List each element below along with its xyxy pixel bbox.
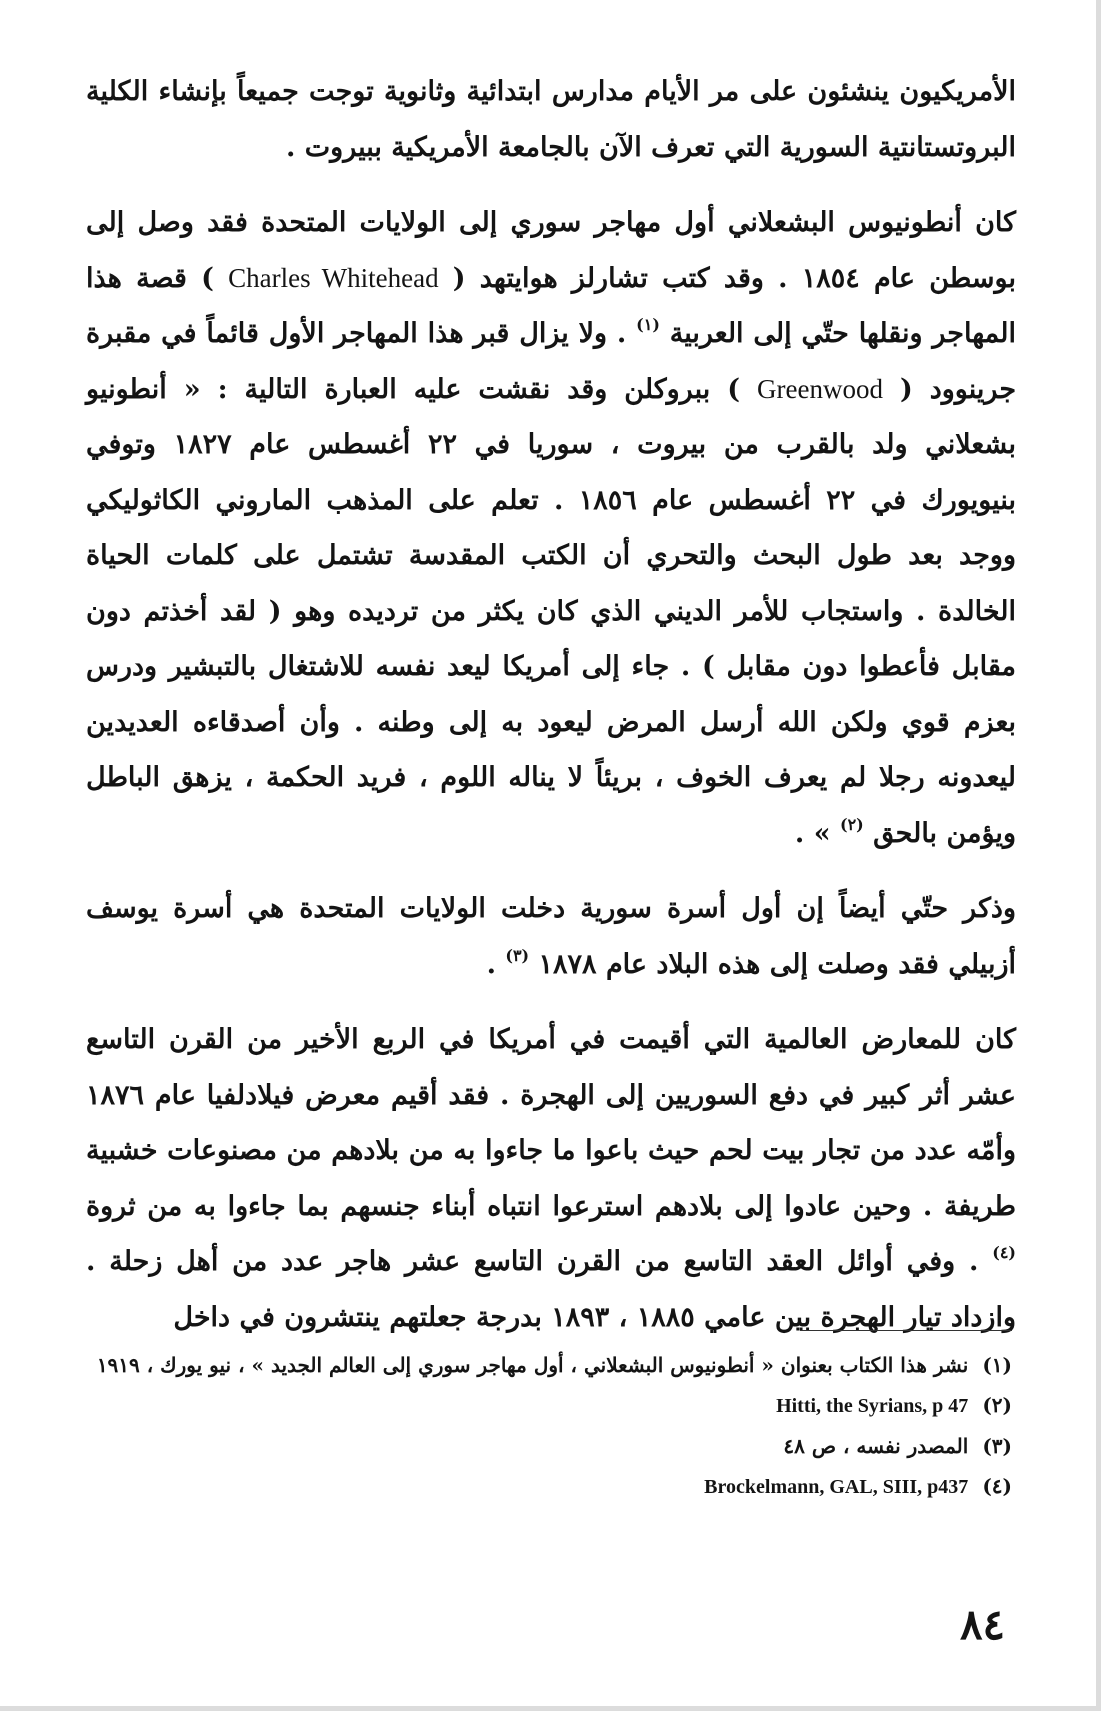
paragraph-first-immigrant — [86, 195, 1016, 861]
footnote-separator — [800, 1330, 1012, 1331]
text-segment: . وفي أوائل العقد التاسع من القرن التاسع عشر هاجر عدد من أهل زحلة . وازداد تيار الهجرة بين عامي ١٨٨٥ ، ١٨٩٣ بدرجة جعلتهم ينتشرون في داخل — [86, 1246, 1016, 1333]
footnote-4 — [86, 1466, 1012, 1507]
footnote-ref-1[interactable]: (١) — [636, 315, 660, 334]
paragraph-intro-text: الأمريكيون ينشئون على مر الأيام مدارس ابتدائية وثانوية توجت جميعاً بإنشاء الكلية البروتستانتية السورية التي تعرف الآن بالجامعة الأمريكية ببيروت . — [86, 76, 1016, 163]
main-text — [86, 64, 1016, 1345]
text-segment: ) قصة هذا المهاجر ونقلها حتّي إلى العربية — [86, 262, 1016, 349]
text-segment: . — [486, 948, 496, 980]
footnote-text: Brockelmann, GAL, SIII, p437 — [704, 1476, 969, 1498]
footnote-number: (١) — [982, 1353, 1012, 1377]
text-segment: كان للمعارض العالمية التي أقيمت في أمريكا في الربع الأخير من القرن التاسع عشر أثر كبير في دفع السوريين إلى الهجرة . فقد أقيم معرض فيلادلفيا عام ١٨٧٦ وأمّه عدد من تجار بيت لحم حيث باعوا ما جاءوا به من بلادهم من مصنوعات خشبية طريفة . وحين عادوا إلى بلادهم استرعوا انتباه أبناء جنسهم بما جاءوا به من ثروة — [86, 1024, 1016, 1222]
page-number: ٨٤ — [960, 1600, 1006, 1649]
footnote-1 — [86, 1345, 1012, 1385]
footnote-ref-4[interactable]: (٤) — [992, 1243, 1016, 1262]
text-segment: كان أنطونيوس البشعلاني أول مهاجر سوري إلى الولايات المتحدة فقد وصل إلى بوسطن عام ١٨٥٤ . وقد كتب تشارلز هوايتهد ( — [86, 207, 1016, 294]
footnote-number: (٣) — [982, 1434, 1012, 1458]
paragraph-exhibitions — [86, 1012, 1016, 1345]
footnote-3 — [86, 1426, 1012, 1466]
footnote-2 — [86, 1385, 1012, 1426]
footnote-number: (٢) — [982, 1393, 1012, 1417]
footnote-number: (٤) — [982, 1474, 1012, 1498]
footnote-ref-2[interactable]: (٢) — [840, 814, 864, 834]
text-segment: وذكر حتّي أيضاً إن أول أسرة سورية دخلت الولايات المتحدة هي أسرة يوسف أزبيلي فقد وصلت إلى هذه البلاد عام ١٨٧٨ — [86, 893, 1016, 980]
text-segment: . ولا يزال قبر هذا المهاجر الأول قائماً في مقبرة جرينوود ( — [86, 318, 1017, 405]
paragraph-intro — [86, 64, 1016, 175]
text-segment: ) ببروكلن وقد نقشت عليه العبارة التالية : « أنطونيو بشعلاني ولد بالقرب من بيروت ، سوريا في ٢٢ أغسطس عام ١٨٢٧ وتوفي بنيويورك في ٢٢ أغسطس عام ١٨٥٦ . تعلم على المذهب الماروني الكاثوليكي ووجد بعد طول البحث والتحري أن الكتب المقدسة تشتمل على كلمات الحياة الخالدة . واستجاب للأمر الديني الذي كان يكثر من ترديده وهو ( لقد أخذتم دون مقابل فأعطوا دون مقابل ) . جاء إلى أمريكا ليعد نفسه للاشتغال بالتبشير ودرس بعزم قوي ولكن الله أرسل المرض ليعود به إلى وطنه . وأن أصدقاءه العديدين ليعدونه رجلا لم يعرف الخوف ، بريئاً لا يناله اللوم ، فريد الحكمة ، يزهق الباطل ويؤمن بالحق — [86, 373, 1017, 849]
footnote-text: نشر هذا الكتاب بعنوان « أنطونيوس البشعلاني ، أول مهاجر سوري إلى العالم الجديد » ، نيو يورك ، ١٩١٩ — [96, 1353, 969, 1377]
latin-name-whitehead: Charles Whitehead — [228, 262, 439, 293]
paragraph-first-family — [86, 881, 1016, 992]
footnote-text: Hitti, the Syrians, p 47 — [776, 1395, 969, 1417]
text-segment: » . — [794, 817, 831, 849]
footnote-text: المصدر نفسه ، ص ٤٨ — [783, 1434, 969, 1458]
footnote-ref-3[interactable]: (٣) — [505, 945, 530, 965]
latin-name-greenwood: Greenwood — [757, 373, 883, 404]
footnotes — [86, 1345, 1012, 1507]
